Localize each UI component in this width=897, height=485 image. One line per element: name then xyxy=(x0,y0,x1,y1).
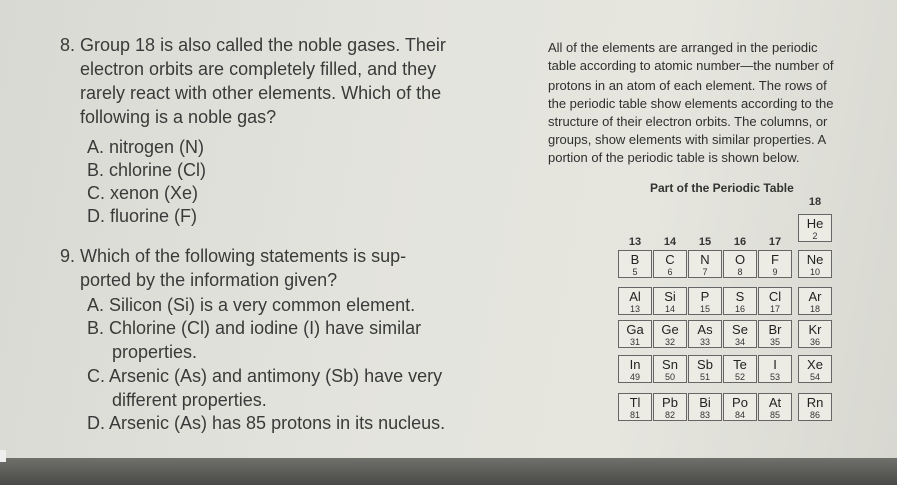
atomic-number: 36 xyxy=(809,337,820,347)
element-symbol: C xyxy=(665,252,675,267)
element-symbol: Ga xyxy=(626,322,644,337)
atomic-number: 82 xyxy=(664,410,675,420)
atomic-number: 34 xyxy=(734,337,745,347)
element-cell-b xyxy=(618,250,652,278)
info-line-4: the periodic table show elements according to the xyxy=(548,96,834,111)
q8-line-1: 8. Group 18 is also called the noble gases. Their xyxy=(60,35,446,55)
element-symbol: I xyxy=(773,357,777,372)
element-cell-xe xyxy=(798,355,832,383)
element-cell-at xyxy=(758,393,792,421)
q9-option-d: D. Arsenic (As) has 85 protons in its nucleus. xyxy=(87,413,446,433)
info-line-6: groups, show elements with similar properties. A xyxy=(548,132,827,147)
element-symbol: Te xyxy=(733,357,747,372)
q8-line-3: rarely react with other elements. Which of the xyxy=(80,83,442,103)
element-symbol: Ar xyxy=(808,289,822,304)
element-symbol: Br xyxy=(768,322,782,337)
atomic-number: 14 xyxy=(664,304,675,314)
q8-option-a: A. nitrogen (N) xyxy=(87,137,205,157)
element-cell-cl xyxy=(758,287,792,315)
element-cell-br xyxy=(758,320,792,348)
element-cell-tl xyxy=(618,393,652,421)
element-cell-bi xyxy=(688,393,722,421)
element-cell-p xyxy=(688,287,722,315)
atomic-number: 84 xyxy=(734,410,745,420)
group-header-15: 15 xyxy=(698,236,712,248)
group-header-16: 16 xyxy=(733,236,747,248)
group-header-18: 18 xyxy=(808,196,822,208)
info-line-5: structure of their electron orbits. The columns, or xyxy=(548,114,828,129)
atomic-number: 81 xyxy=(629,410,640,420)
element-cell-se xyxy=(723,320,757,348)
element-symbol: B xyxy=(630,252,640,267)
element-symbol: As xyxy=(697,322,713,337)
atomic-number: 86 xyxy=(809,410,820,420)
element-cell-ar xyxy=(798,287,832,315)
element-symbol: O xyxy=(734,252,746,267)
element-cell-sb xyxy=(688,355,722,383)
element-symbol: Al xyxy=(629,289,641,304)
element-symbol: Po xyxy=(732,395,748,410)
group-header-13: 13 xyxy=(628,236,642,248)
q8-option-c: C. xenon (Xe) xyxy=(87,183,199,203)
element-cell-kr xyxy=(798,320,832,348)
q9-option-c-cont: different properties. xyxy=(112,390,267,410)
element-symbol: Si xyxy=(664,289,676,304)
info-line-2: table according to atomic number—the number of xyxy=(548,58,834,73)
element-cell-ga xyxy=(618,320,652,348)
atomic-number: 52 xyxy=(734,372,745,382)
q9-line-1: 9. Which of the following statements is sup- xyxy=(60,246,407,266)
q8-line-4: following is a noble gas? xyxy=(80,107,277,127)
atomic-number: 7 xyxy=(702,267,708,277)
atomic-number: 49 xyxy=(629,372,640,382)
element-cell-al xyxy=(618,287,652,315)
info-line-7: portion of the periodic table is shown below. xyxy=(548,150,800,165)
q8-line-2: electron orbits are completely filled, and they xyxy=(80,59,437,79)
atomic-number: 17 xyxy=(769,304,780,314)
atomic-number: 85 xyxy=(769,410,780,420)
element-cell-pb xyxy=(653,393,687,421)
q9-option-b: B. Chlorine (Cl) and iodine (I) have similar xyxy=(87,318,422,338)
q9-option-c: C. Arsenic (As) and antimony (Sb) have very xyxy=(87,366,443,386)
element-symbol: At xyxy=(768,395,782,410)
element-symbol: Tl xyxy=(629,395,641,410)
element-symbol: Ne xyxy=(806,252,824,267)
element-cell-he xyxy=(798,214,832,242)
element-symbol: In xyxy=(629,357,641,372)
element-cell-te xyxy=(723,355,757,383)
atomic-number: 32 xyxy=(664,337,675,347)
table-caption: Part of the Periodic Table xyxy=(650,181,794,195)
element-symbol: S xyxy=(735,289,745,304)
atomic-number: 51 xyxy=(699,372,710,382)
atomic-number: 5 xyxy=(632,267,638,277)
element-cell-po xyxy=(723,393,757,421)
element-symbol: Ge xyxy=(661,322,679,337)
q9-line-2: ported by the information given? xyxy=(80,270,338,290)
element-cell-ne xyxy=(798,250,832,278)
desk-surface xyxy=(0,458,897,485)
element-symbol: Sn xyxy=(662,357,678,372)
info-line-3: protons in an atom of each element. The rows of xyxy=(548,78,827,93)
element-cell-si xyxy=(653,287,687,315)
atomic-number: 6 xyxy=(667,267,673,277)
group-header-17: 17 xyxy=(768,236,782,248)
atomic-number: 35 xyxy=(769,337,780,347)
q8-option-d: D. fluorine (F) xyxy=(87,206,198,226)
atomic-number: 50 xyxy=(664,372,675,382)
element-cell-s xyxy=(723,287,757,315)
page-edge-mark xyxy=(0,450,6,462)
element-cell-f xyxy=(758,250,792,278)
element-cell-n xyxy=(688,250,722,278)
element-symbol: P xyxy=(700,289,710,304)
element-cell-ge xyxy=(653,320,687,348)
element-symbol: Cl xyxy=(768,289,782,304)
element-cell-c xyxy=(653,250,687,278)
atomic-number: 54 xyxy=(809,372,820,382)
element-cell-rn xyxy=(798,393,832,421)
atomic-number: 33 xyxy=(699,337,710,347)
atomic-number: 16 xyxy=(734,304,745,314)
element-symbol: Se xyxy=(732,322,748,337)
group-header-14: 14 xyxy=(663,236,677,248)
q8-option-b: B. chlorine (Cl) xyxy=(87,160,207,180)
q9-option-a: A. Silicon (Si) is a very common element. xyxy=(87,295,416,315)
atomic-number: 10 xyxy=(809,267,820,277)
atomic-number: 2 xyxy=(812,231,818,241)
element-symbol: Sb xyxy=(697,357,713,372)
element-symbol: He xyxy=(806,216,824,231)
element-cell-o xyxy=(723,250,757,278)
element-cell-sn xyxy=(653,355,687,383)
element-cell-i xyxy=(758,355,792,383)
element-symbol: Kr xyxy=(808,322,822,337)
atomic-number: 31 xyxy=(629,337,640,347)
element-symbol: Bi xyxy=(699,395,711,410)
atomic-number: 83 xyxy=(699,410,710,420)
element-symbol: F xyxy=(771,252,779,267)
element-symbol: Rn xyxy=(806,395,824,410)
element-symbol: Xe xyxy=(807,357,823,372)
atomic-number: 15 xyxy=(699,304,710,314)
atomic-number: 18 xyxy=(809,304,820,314)
element-symbol: Pb xyxy=(662,395,678,410)
atomic-number: 53 xyxy=(769,372,780,382)
q9-option-b-cont: properties. xyxy=(112,342,198,362)
element-cell-as xyxy=(688,320,722,348)
element-cell-in xyxy=(618,355,652,383)
info-line-1: All of the elements are arranged in the periodic xyxy=(548,40,818,55)
element-symbol: N xyxy=(700,252,710,267)
atomic-number: 13 xyxy=(629,304,640,314)
atomic-number: 8 xyxy=(737,267,743,277)
atomic-number: 9 xyxy=(772,267,778,277)
